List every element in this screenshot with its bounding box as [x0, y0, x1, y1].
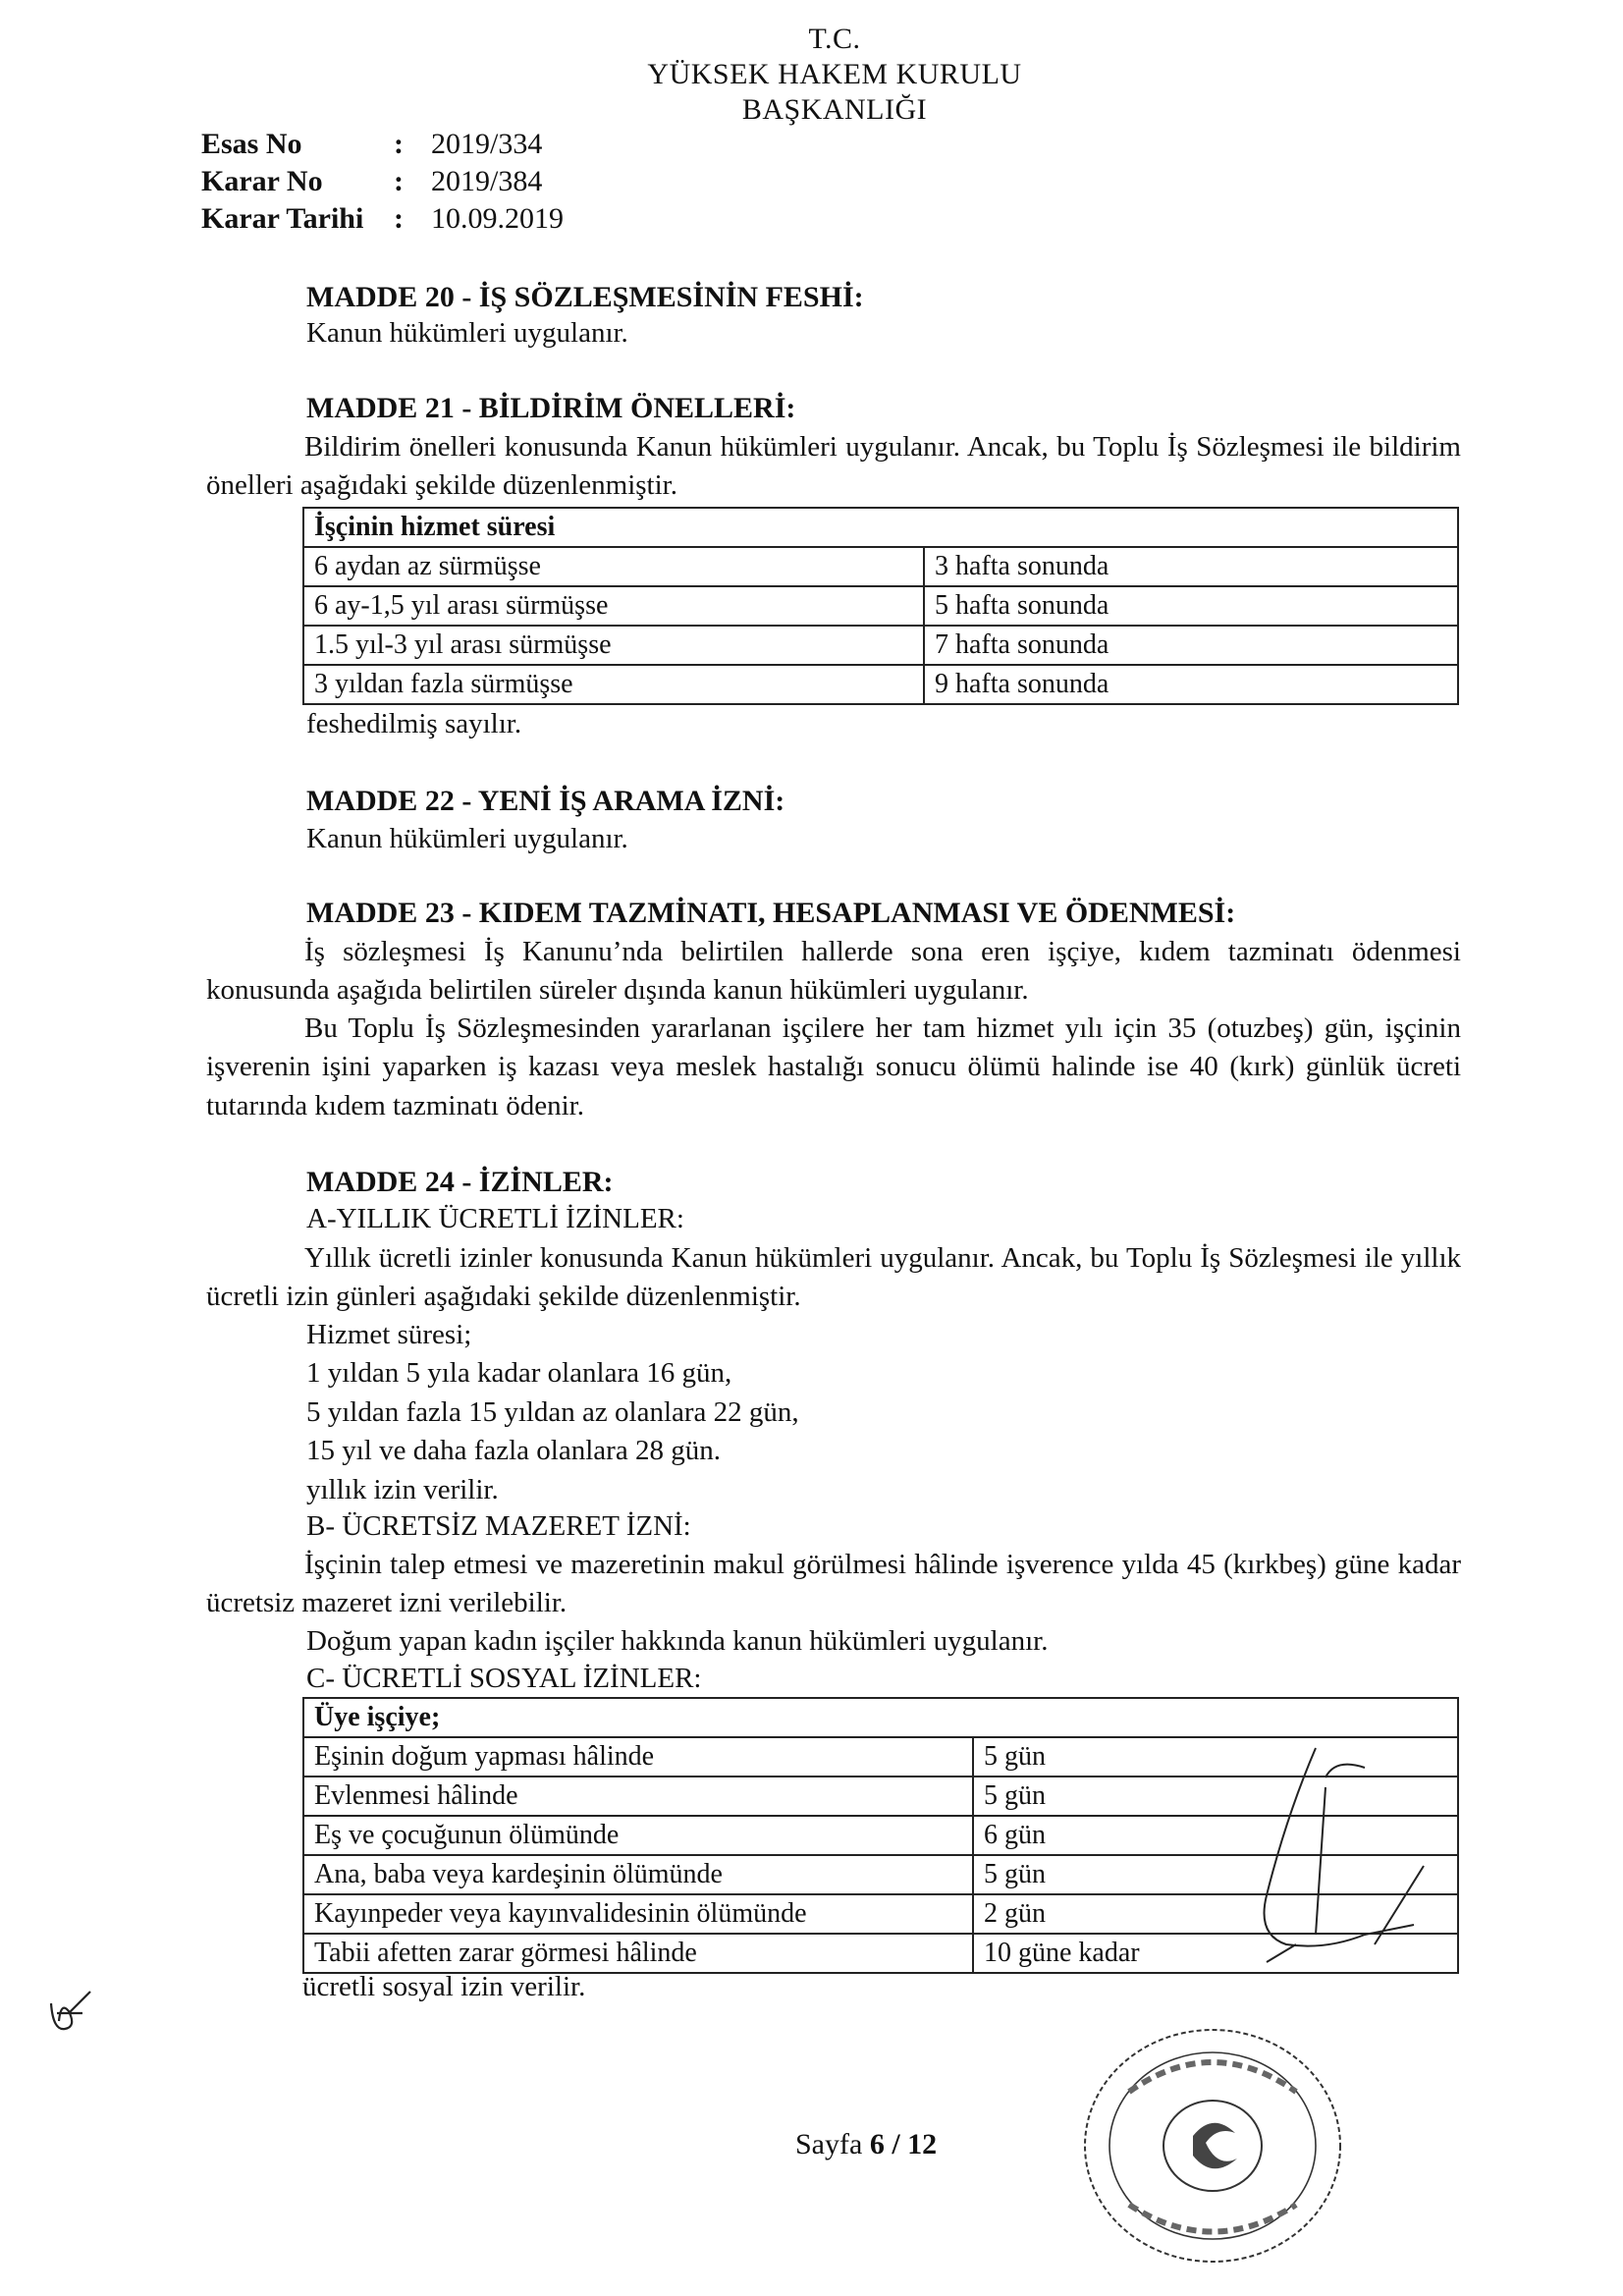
table-cell: 5 hafta sonunda: [924, 586, 1458, 626]
header-line-tc: T.C.: [808, 23, 861, 55]
table-cell: 2 gün: [973, 1894, 1458, 1934]
table-row: [303, 547, 1458, 586]
header-line-presidency: BAŞKANLIĞI: [741, 93, 928, 126]
table-cell: Evlenmesi hâlinde: [303, 1777, 973, 1816]
table-cell: 10 güne kadar: [973, 1934, 1458, 1973]
madde-24-a-lines: [306, 1316, 799, 1509]
madde-23-p2: Bu Toplu İş Sözleşmesinden yararlanan işçilere her tam hizmet yılı için 35 (otuzbeş) gün, işçinin işverenin işini yaparken iş kazası veya meslek hastalığı sonucu ölümü halinde ise 40 (kırk) günlük ücreti tutarında kıdem tazminatı ödenir.: [206, 1012, 1461, 1121]
madde-24-c-after: ücretli sosyal izin verilir.: [302, 1971, 586, 2002]
page-number: [795, 2125, 937, 2165]
notice-table-header: İşçinin hizmet süresi: [303, 508, 1458, 547]
page-value: 6 / 12: [869, 2128, 938, 2160]
meta-value: 2019/334: [431, 128, 543, 160]
list-item: 15 yıl ve daha fazla olanlara 28 gün.: [306, 1435, 721, 1467]
meta-sep: :: [394, 202, 404, 235]
list-item: yıllık izin verilir.: [306, 1473, 499, 1505]
madde-23-p1: İş sözleşmesi İş Kanunu’nda belirtilen hallerde sona eren işçiye, kıdem tazminatı ödenmesi konusunda aşağıda belirtilen süreler dışında kanun hükümleri uygulanır.: [206, 936, 1461, 1007]
table-row: [303, 586, 1458, 626]
table-cell: Ana, baba veya kardeşinin ölümünde: [303, 1855, 973, 1894]
list-item: Hizmet süresi;: [306, 1319, 472, 1350]
madde-24-c-title: C- ÜCRETLİ SOSYAL İZİNLER:: [306, 1663, 702, 1694]
madde-20-title: MADDE 20 - İŞ SÖZLEŞMESİNİN FESHİ:: [306, 281, 864, 313]
header-line-institution: YÜKSEK HAKEM KURULU: [647, 58, 1022, 90]
meta-label: Karar Tarihi: [201, 202, 364, 235]
table-cell: 6 aydan az sürmüşse: [303, 547, 924, 586]
madde-22-title: MADDE 22 - YENİ İŞ ARAMA İZNİ:: [306, 785, 785, 817]
madde-20-text: Kanun hükümleri uygulanır.: [306, 317, 628, 349]
table-cell: Eşinin doğum yapması hâlinde: [303, 1737, 973, 1777]
table-row: [303, 665, 1458, 704]
meta-row-karar: [201, 163, 564, 200]
table-cell: 3 yıldan fazla sürmüşse: [303, 665, 924, 704]
madde-24-b-text2: Doğum yapan kadın işçiler hakkında kanun hükümleri uygulanır.: [306, 1625, 1049, 1657]
madde-24-a-text: Yıllık ücretli izinler konusunda Kanun hükümleri uygulanır. Ancak, bu Toplu İş Sözleşmesi ile yıllık ücretli izin günleri aşağıdaki şekilde düzenlenmiştir.: [206, 1242, 1461, 1313]
list-item: 1 yıldan 5 yıla kadar olanlara 16 gün,: [306, 1357, 732, 1390]
table-cell: 6 gün: [973, 1816, 1458, 1855]
madde-21-title: MADDE 21 - BİLDİRİM ÖNELLERİ:: [306, 392, 796, 424]
social-table-header: Üye işçiye;: [303, 1698, 1458, 1737]
meta-value: 10.09.2019: [431, 202, 564, 235]
madde-24-b-text: İşçinin talep etmesi ve mazeretinin makul görülmesi hâlinde işverence yılda 45 (kırkbeş) güne kadar ücretsiz mazeret izni verilebilir.: [206, 1549, 1461, 1619]
table-cell: Kayınpeder veya kayınvalidesinin ölümünde: [303, 1894, 973, 1934]
document-header: [589, 22, 1080, 128]
madde-22-text: Kanun hükümleri uygulanır.: [306, 823, 628, 854]
meta-label: Esas No: [201, 128, 302, 160]
madde-21-after: feshedilmiş sayılır.: [306, 708, 522, 739]
meta-label: Karar No: [201, 165, 323, 197]
meta-sep: :: [394, 128, 404, 160]
list-item: 5 yıldan fazla 15 yıldan az olanlara 22 gün,: [306, 1395, 799, 1428]
meta-sep: :: [394, 165, 404, 197]
madde-24-b-title: B- ÜCRETSİZ MAZERET İZNİ:: [306, 1510, 691, 1542]
table-cell: 9 hafta sonunda: [924, 665, 1458, 704]
madde-24-title: MADDE 24 - İZİNLER:: [306, 1166, 614, 1198]
table-cell: 1.5 yıl-3 yıl arası sürmüşse: [303, 626, 924, 665]
official-seal-icon: [1070, 2013, 1355, 2278]
case-metadata: [201, 126, 564, 238]
notice-period-table: [302, 507, 1459, 705]
meta-value: 2019/384: [431, 165, 543, 197]
table-row: [303, 626, 1458, 665]
meta-row-esas: [201, 126, 564, 163]
meta-row-tarih: [201, 200, 564, 238]
table-cell: Tabii afetten zarar görmesi hâlinde: [303, 1934, 973, 1973]
table-cell: 6 ay-1,5 yıl arası sürmüşse: [303, 586, 924, 626]
table-cell: 5 gün: [973, 1737, 1458, 1777]
madde-23-title: MADDE 23 - KIDEM TAZMİNATI, HESAPLANMASI VE ÖDENMESİ:: [306, 897, 1236, 929]
initial-mark-icon: [39, 1984, 98, 2043]
table-cell: Eş ve çocuğunun ölümünde: [303, 1816, 973, 1855]
madde-21-text: Bildirim önelleri konusunda Kanun hükümleri uygulanır. Ancak, bu Toplu İş Sözleşmesi ile bildirim önelleri aşağıdaki şekilde düzenlenmiştir.: [206, 431, 1461, 502]
table-cell: 7 hafta sonunda: [924, 626, 1458, 665]
table-cell: 3 hafta sonunda: [924, 547, 1458, 586]
signature-icon: [1227, 1738, 1424, 1994]
page-prefix: Sayfa: [795, 2128, 870, 2160]
madde-24-a-title: A-YILLIK ÜCRETLİ İZİNLER:: [306, 1203, 684, 1234]
table-cell: 5 gün: [973, 1777, 1458, 1816]
table-cell: 5 gün: [973, 1855, 1458, 1894]
